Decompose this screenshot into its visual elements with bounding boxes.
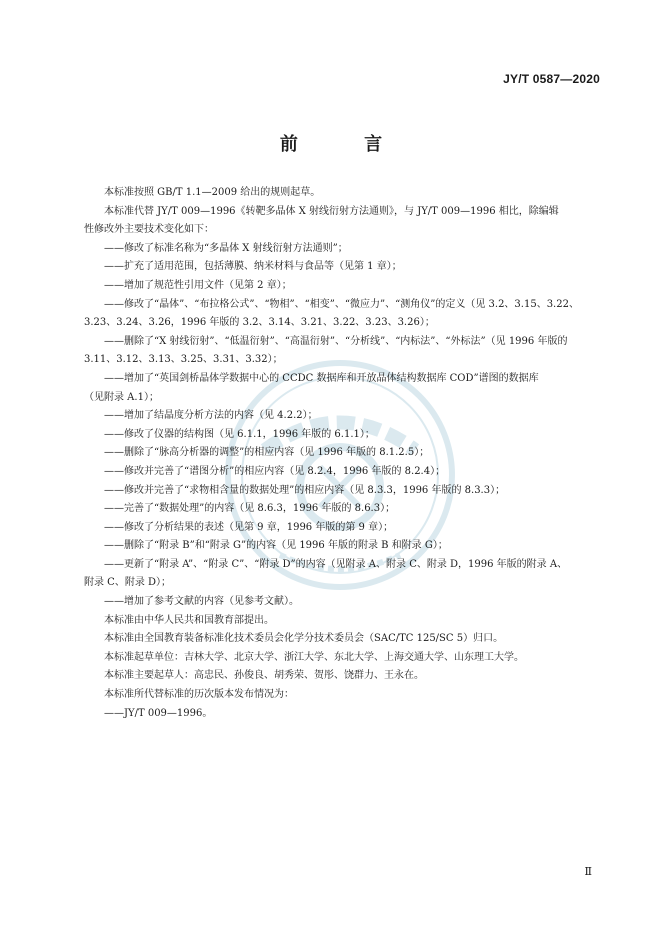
change-item: ——增加了结晶度分析方法的内容（见 4.2.2）； [104,410,318,422]
history-item: ——JY/T 009—1996。 [104,707,213,719]
page-title: 前 言 [279,134,413,155]
change-item-cont: （见附录 A.1）； [84,391,159,403]
change-item-cont: 3.11、3.12、3.13、3.25、3.31、3.32）； [84,354,283,366]
paragraph-replaces-cont: 性修改外主要技术变化如下： [84,224,214,236]
change-item: ——完善了“数据处理”的内容（见 8.6.3，1996 年版的 8.6.3）； [104,503,396,515]
paragraph-centralized: 本标准由全国教育装备标准化技术委员会化学分技术委员会（SAC/TC 125/SC 5）归口。 [104,633,504,645]
change-item: ——修改了“晶体”、“布拉格公式”、“物相”、“相变”、“微应力”、“测角仪”的定义（见 3.2、3.15、3.22、 [104,298,579,310]
paragraph-proposed: 本标准由中华人民共和国教育部提出。 [104,614,274,626]
paragraph-history: 本标准所代替标准的历次版本发布情况为： [104,689,294,701]
change-item: ——修改了标准名称为“多晶体 X 射线衍射方法通则”； [104,242,348,254]
change-item: ——增加了规范性引用文件（见第 2 章）； [104,279,292,291]
change-item: ——增加了参考文献的内容（见参考文献）。 [104,596,299,608]
change-item-cont: 3.23、3.24、3.26，1996 年版的 3.2、3.14、3.21、3.22、3.23、3.26）； [84,317,435,329]
paragraph-drafting-units: 本标准起草单位：吉林大学、北京大学、浙江大学、东北大学、上海交通大学、山东理工大学。 [104,651,524,663]
page-number: Ⅱ [584,865,592,878]
changes-list [84,240,600,612]
change-item: ——删除了“X 射线衍射”、“低温衍射”、“高温衍射”、“分析线”、“内标法”、“外标法”（见 1996 年版的 [104,335,568,347]
paragraph-replaces: 本标准代替 JY/T 009—1996《转靶多晶体 X 射线衍射方法通则》，与 JY/T 009—1996 相比，除编辑 [104,205,559,217]
change-item: ——更新了“附录 A”、“附录 C”、“附录 D”的内容（见附录 A、附录 C、附录 D，1996 年版的附录 A、 [104,558,568,570]
change-item-cont: 附录 C、附录 D）； [84,577,172,589]
change-item: ——修改了分析结果的表述（见第 9 章，1996 年版的第 9 章）； [104,521,394,533]
change-item: ——删除了“脉高分析器的调整”的相应内容（见 1996 年版的 8.1.2.5）； [104,447,430,459]
change-item: ——修改并完善了“求物相含量的数据处理”的相应内容（见 8.3.3，1996 年版的 8.3.3）； [104,484,506,496]
change-item: ——修改了仪器的结构图（见 6.1.1，1996 年版的 6.1.1）； [104,428,375,440]
foreword-body [84,184,600,723]
change-item: ——删除了“附录 B”和“附录 G”的内容（见 1996 年版的附录 B 和附录 G）； [104,540,448,552]
change-item: ——修改并完善了“谱图分析”的相应内容（见 8.2.4，1996 年版的 8.2.4）； [104,465,446,477]
standard-code: JY/T 0587—2020 [503,72,600,86]
paragraph-drafters: 本标准主要起草人：高忠民、孙俊良、胡秀荣、贺彤、饶群力、王永在。 [104,670,424,682]
change-item: ——增加了“英国剑桥晶体学数据中心的 CCDC 数据库和开放晶体结构数据库 COD”谱图的数据库 [104,372,539,384]
change-item: ——扩充了适用范围，包括薄膜、纳米材料与食品等（见第 1 章）； [104,261,402,273]
paragraph-rules: 本标准按照 GB/T 1.1—2009 给出的规则起草。 [104,187,321,198]
